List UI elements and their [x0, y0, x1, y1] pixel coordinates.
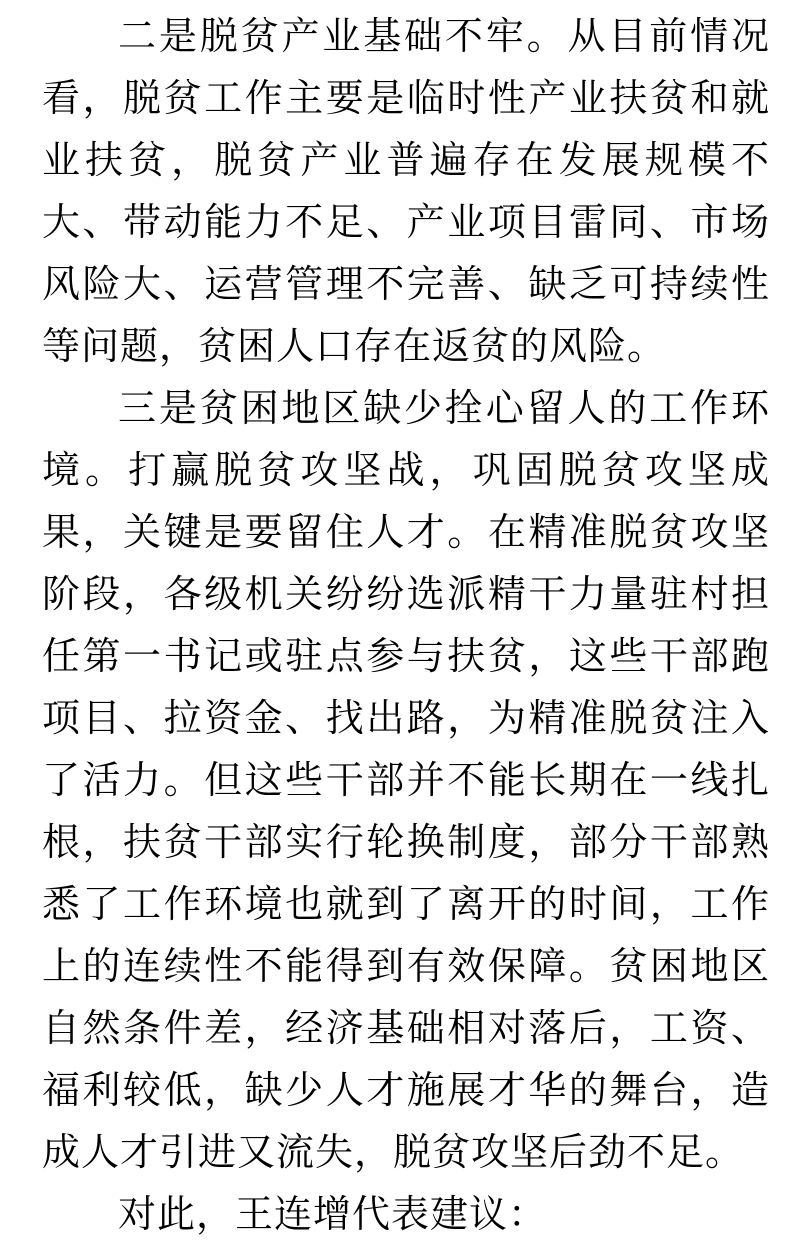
- paragraph-poor-areas-talent-retention: 三是贫困地区缺少拴心留人的工作环境。打赢脱贫攻坚战，巩固脱贫攻坚成果，关键是要留住人才。在精准脱贫攻坚阶段，各级机关纷纷选派精干力量驻村担任第一书记或驻点参与扶贫，这些干部跑项目、拉资金、找出路，为精准脱贫注入了活力。但这些干部并不能长期在一线扎根，扶贫干部实行轮换制度，部分干部熟悉了工作环境也就到了离开的时间，工作上的连续性不能得到有效保障。贫困地区自然条件差，经济基础相对落后，工资、福利较低，缺少人才施展才华的舞台，造成人才引进又流失，脱贫攻坚后劲不足。: [42, 388, 770, 1174]
- paragraph-poverty-industry-weak-base: 二是脱贫产业基础不牢。从目前情况看，脱贫工作主要是临时性产业扶贫和就业扶贫，脱贫产业普遍存在发展规模不大、带动能力不足、产业项目雷同、市场风险大、运营管理不完善、缺乏可持续性等问题，贫困人口存在返贫的风险。: [42, 16, 770, 368]
- paragraph-deputy-suggestion-lead-in: 对此，王连增代表建议：: [118, 1194, 548, 1236]
